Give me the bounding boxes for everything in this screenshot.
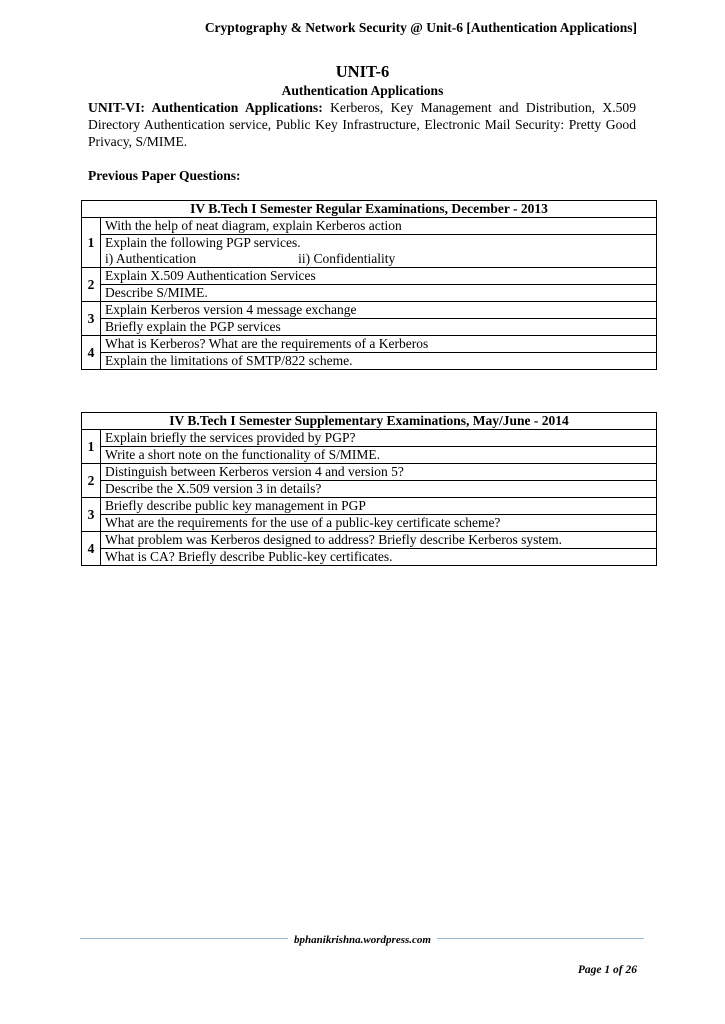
syllabus-paragraph bbox=[88, 99, 636, 150]
table-row bbox=[82, 235, 657, 268]
table-row bbox=[82, 268, 657, 285]
subitem-authentication: i) Authentication bbox=[105, 251, 197, 266]
table-row bbox=[82, 319, 657, 336]
previous-questions-heading: Previous Paper Questions: bbox=[88, 168, 241, 183]
question-number: 3 bbox=[82, 302, 101, 336]
table-row bbox=[82, 285, 657, 302]
unit-title: UNIT-6 bbox=[335, 62, 390, 81]
question-text: What is Kerberos? What are the requirements of a Kerberos bbox=[101, 336, 657, 353]
question-text bbox=[101, 235, 657, 268]
question-text: With the help of neat diagram, explain Kerberos action bbox=[101, 218, 657, 235]
question-text: Briefly explain the PGP services bbox=[101, 319, 657, 336]
page-number: Page 1 of 26 bbox=[577, 964, 637, 976]
footer bbox=[0, 930, 725, 948]
syllabus-label: UNIT-VI: Authentication Applications: bbox=[88, 100, 323, 115]
footer-site: bphanikrishna.wordpress.com bbox=[288, 934, 437, 946]
question-text: Write a short note on the functionality of S/MIME. bbox=[101, 447, 657, 464]
exam-2013-table bbox=[81, 200, 657, 370]
question-text: Describe the X.509 version 3 in details? bbox=[101, 481, 657, 498]
question-number: 4 bbox=[82, 532, 101, 566]
question-number: 4 bbox=[82, 336, 101, 370]
question-text: What are the requirements for the use of a public-key certificate scheme? bbox=[101, 515, 657, 532]
question-text: Explain X.509 Authentication Services bbox=[101, 268, 657, 285]
question-line: Explain the following PGP services. bbox=[105, 235, 301, 250]
question-text: Describe S/MIME. bbox=[101, 285, 657, 302]
syllabus-text: Kerberos, Key Management and Distribution, X.509 Directory Authentication service, Public Key Infrastructure, Electronic Mail Security: Pretty Good Privacy, S/MIME. bbox=[88, 100, 636, 149]
question-number: 1 bbox=[82, 430, 101, 464]
table-row bbox=[82, 430, 657, 447]
header-course: Cryptography & Network Security @ Unit-6 bbox=[204, 20, 467, 35]
question-number: 2 bbox=[82, 464, 101, 498]
table-row bbox=[82, 481, 657, 498]
table-row bbox=[82, 498, 657, 515]
exam-2014-heading: IV B.Tech I Semester Supplementary Examinations, May/June - 2014 bbox=[82, 413, 657, 430]
question-number: 3 bbox=[82, 498, 101, 532]
exam-2014-table bbox=[81, 412, 657, 566]
question-number: 1 bbox=[82, 218, 101, 268]
question-text: Briefly describe public key management in PGP bbox=[101, 498, 657, 515]
running-header bbox=[205, 20, 637, 36]
question-subitems bbox=[105, 251, 652, 267]
table-row bbox=[82, 218, 657, 235]
table-row bbox=[82, 464, 657, 481]
table-row bbox=[82, 549, 657, 566]
question-text: What problem was Kerberos designed to address? Briefly describe Kerberos system. bbox=[101, 532, 657, 549]
question-text: What is CA? Briefly describe Public-key certificates. bbox=[101, 549, 657, 566]
table-row bbox=[82, 532, 657, 549]
table-row bbox=[82, 515, 657, 532]
header-topic: [Authentication Applications] bbox=[466, 20, 637, 35]
subitem-confidentiality: ii) Confidentiality bbox=[298, 251, 396, 266]
question-text: Explain Kerberos version 4 message exchange bbox=[101, 302, 657, 319]
question-number: 2 bbox=[82, 268, 101, 302]
unit-subtitle: Authentication Applications bbox=[281, 83, 444, 98]
table-row bbox=[82, 336, 657, 353]
question-text: Explain briefly the services provided by PGP? bbox=[101, 430, 657, 447]
question-text: Distinguish between Kerberos version 4 and version 5? bbox=[101, 464, 657, 481]
table-row bbox=[82, 353, 657, 370]
table-row bbox=[82, 447, 657, 464]
exam-2013-heading: IV B.Tech I Semester Regular Examinations, December - 2013 bbox=[82, 201, 657, 218]
table-row bbox=[82, 302, 657, 319]
question-text: Explain the limitations of SMTP/822 scheme. bbox=[101, 353, 657, 370]
